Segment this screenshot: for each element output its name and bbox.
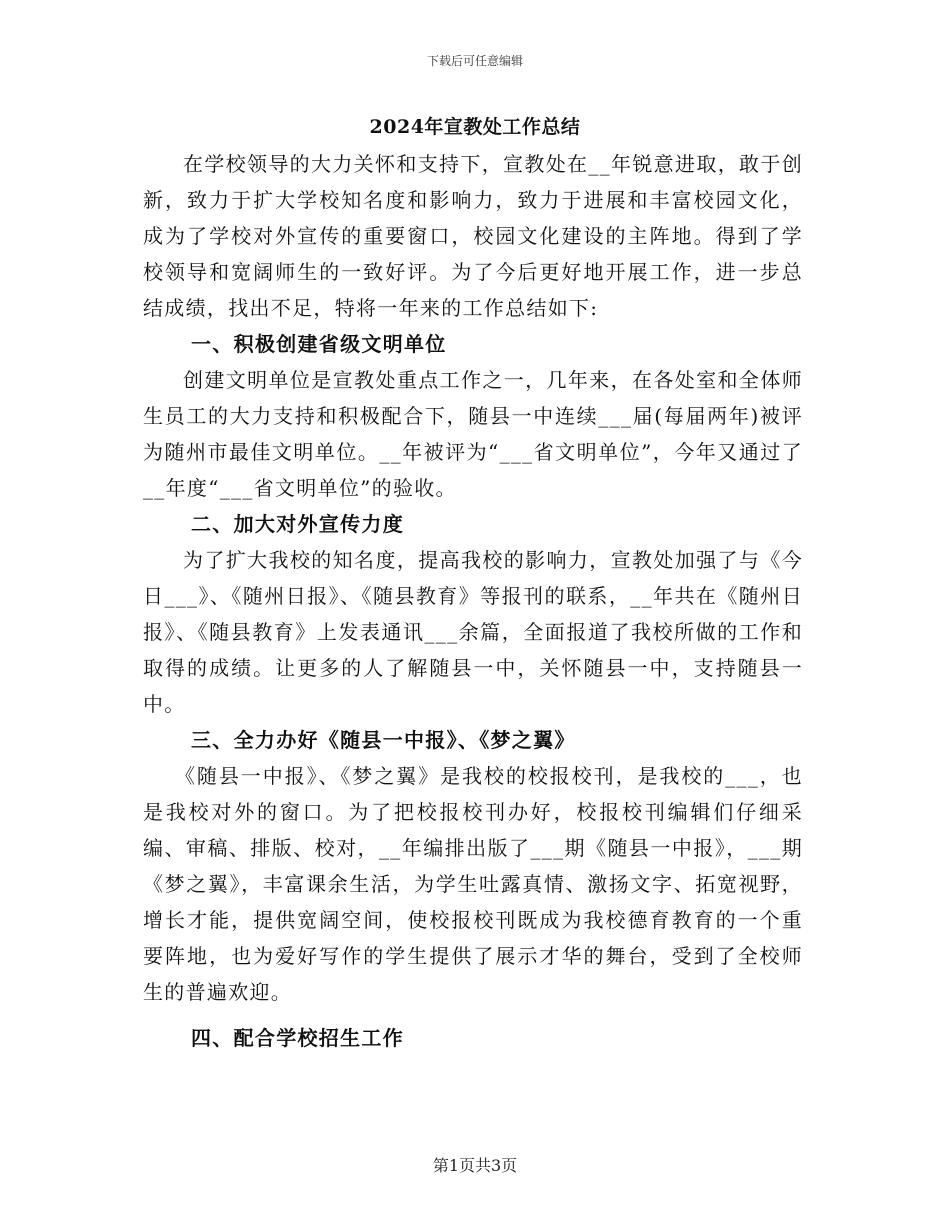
page-number: 第1页共3页 <box>432 1156 518 1175</box>
section-2-heading: 二、加大对外宣传力度 <box>191 512 404 536</box>
section-1-heading: 一、积极创建省级文明单位 <box>191 332 447 356</box>
section-3-heading: 三、全力办好《随县一中报》、《梦之翼》 <box>191 728 576 752</box>
section-4-heading: 四、配合学校招生工作 <box>191 1026 404 1050</box>
intro-paragraph: 在学校领导的大力关怀和支持下，宣教处在__年锐意进取，敢于创新，致力于扩大学校知名度和影响力，致力于进展和丰富校园文化，成为了学校对外宣传的重要窗口，校园文化建设的主阵地。得到了学校领导和宽阔师生的一致好评。为了今后更好地开展工作，进一步总结成绩，找出不足，特将一年来的工作总结如下: <box>143 152 803 320</box>
section-3-body: 《随县一中报》、《梦之翼》是我校的校报校刊，是我校的___，也是我校对外的窗口。为了把校报校刊办好，校报校刊编辑们仔细采编、审稿、排版、校对，__年编排出版了___期《随县一中报》，___期《梦之翼》，丰富课余生活，为学生吐露真情、激扬文字、拓宽视野，增长才能，提供宽阔空间，使校报校刊既成为我校德育教育的一个重要阵地，也为爱好写作的学生提供了展示才华的舞台，受到了全校师生的普遍欢迎。 <box>143 764 803 1004</box>
section-1-body: 创建文明单位是宣教处重点工作之一，几年来，在各处室和全体师生员工的大力支持和积极配合下，随县一中连续___届(每届两年)被评为随州市最佳文明单位。__年被评为“___省文明单位”，今年又通过了__年度“___省文明单位”的验收。 <box>143 368 803 500</box>
section-2-body: 为了扩大我校的知名度，提高我校的影响力，宣教处加强了与《今日___》、《随州日报》、《随县教育》等报刊的联系，__年共在《随州日报》、《随县教育》上发表通讯___余篇，全面报道了我校所做的工作和取得的成绩。让更多的人了解随县一中，关怀随县一中，支持随县一中。 <box>143 548 803 716</box>
document-body <box>143 146 803 1056</box>
document-title: 2024年宣教处工作总结 <box>369 116 581 138</box>
page-header-note: 下载后可任意编辑 <box>426 54 523 68</box>
